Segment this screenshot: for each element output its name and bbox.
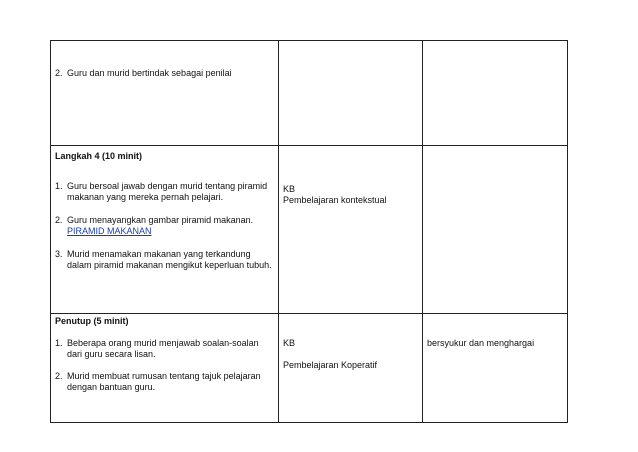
activity-cell xyxy=(51,146,279,314)
item-text: Guru menayangkan gambar piramid makanan. xyxy=(67,215,254,225)
item-number: 1. xyxy=(55,181,63,191)
item-text: Murid membuat rumusan tentang tajuk pelajaran dengan bantuan guru. xyxy=(67,371,261,392)
strategy-text: Pembelajaran kontekstual xyxy=(283,195,387,205)
table-row xyxy=(51,146,568,314)
strategy-cell xyxy=(279,314,423,423)
strategy-code: KB xyxy=(283,184,296,194)
item-text: Murid menamakan makanan yang terkandung dalam piramid makanan mengikut keperluan tubuh. xyxy=(67,249,272,270)
list-item xyxy=(55,371,274,393)
item-text: Guru bersoal jawab dengan murid tentang piramid makanan yang mereka pernah pelajari. xyxy=(67,181,268,202)
values-cell xyxy=(423,314,568,423)
list-item xyxy=(55,249,274,271)
item-number: 2. xyxy=(55,371,63,381)
activity-cell xyxy=(51,41,279,146)
list-item xyxy=(55,215,274,237)
strategy-code: KB xyxy=(283,338,296,348)
item-number: 1. xyxy=(55,338,63,348)
item-text: Guru dan murid bertindak sebagai penilai xyxy=(67,68,232,78)
item-text: Beberapa orang murid menjawab soalan-soalan dari guru secara lisan. xyxy=(67,338,259,359)
list-item xyxy=(55,68,274,79)
list-item xyxy=(55,338,274,360)
table-row xyxy=(51,314,568,423)
piramid-makanan-link[interactable]: PIRAMID MAKANAN xyxy=(67,226,152,236)
strategy-cell xyxy=(279,146,423,314)
item-number: 2. xyxy=(55,215,63,225)
lesson-plan-table xyxy=(50,40,568,423)
item-number: 3. xyxy=(55,249,63,259)
list-item xyxy=(55,181,274,203)
values-text: bersyukur dan menghargai xyxy=(427,338,535,348)
strategy-text: Pembelajaran Koperatif xyxy=(283,360,378,370)
step-heading: Langkah 4 (10 minit) xyxy=(55,151,143,161)
values-cell xyxy=(423,146,568,314)
step-heading: Penutup (5 minit) xyxy=(55,316,129,326)
strategy-cell xyxy=(279,41,423,146)
values-cell xyxy=(423,41,568,146)
activity-cell xyxy=(51,314,279,423)
item-number: 2. xyxy=(55,68,63,78)
table-row xyxy=(51,41,568,146)
